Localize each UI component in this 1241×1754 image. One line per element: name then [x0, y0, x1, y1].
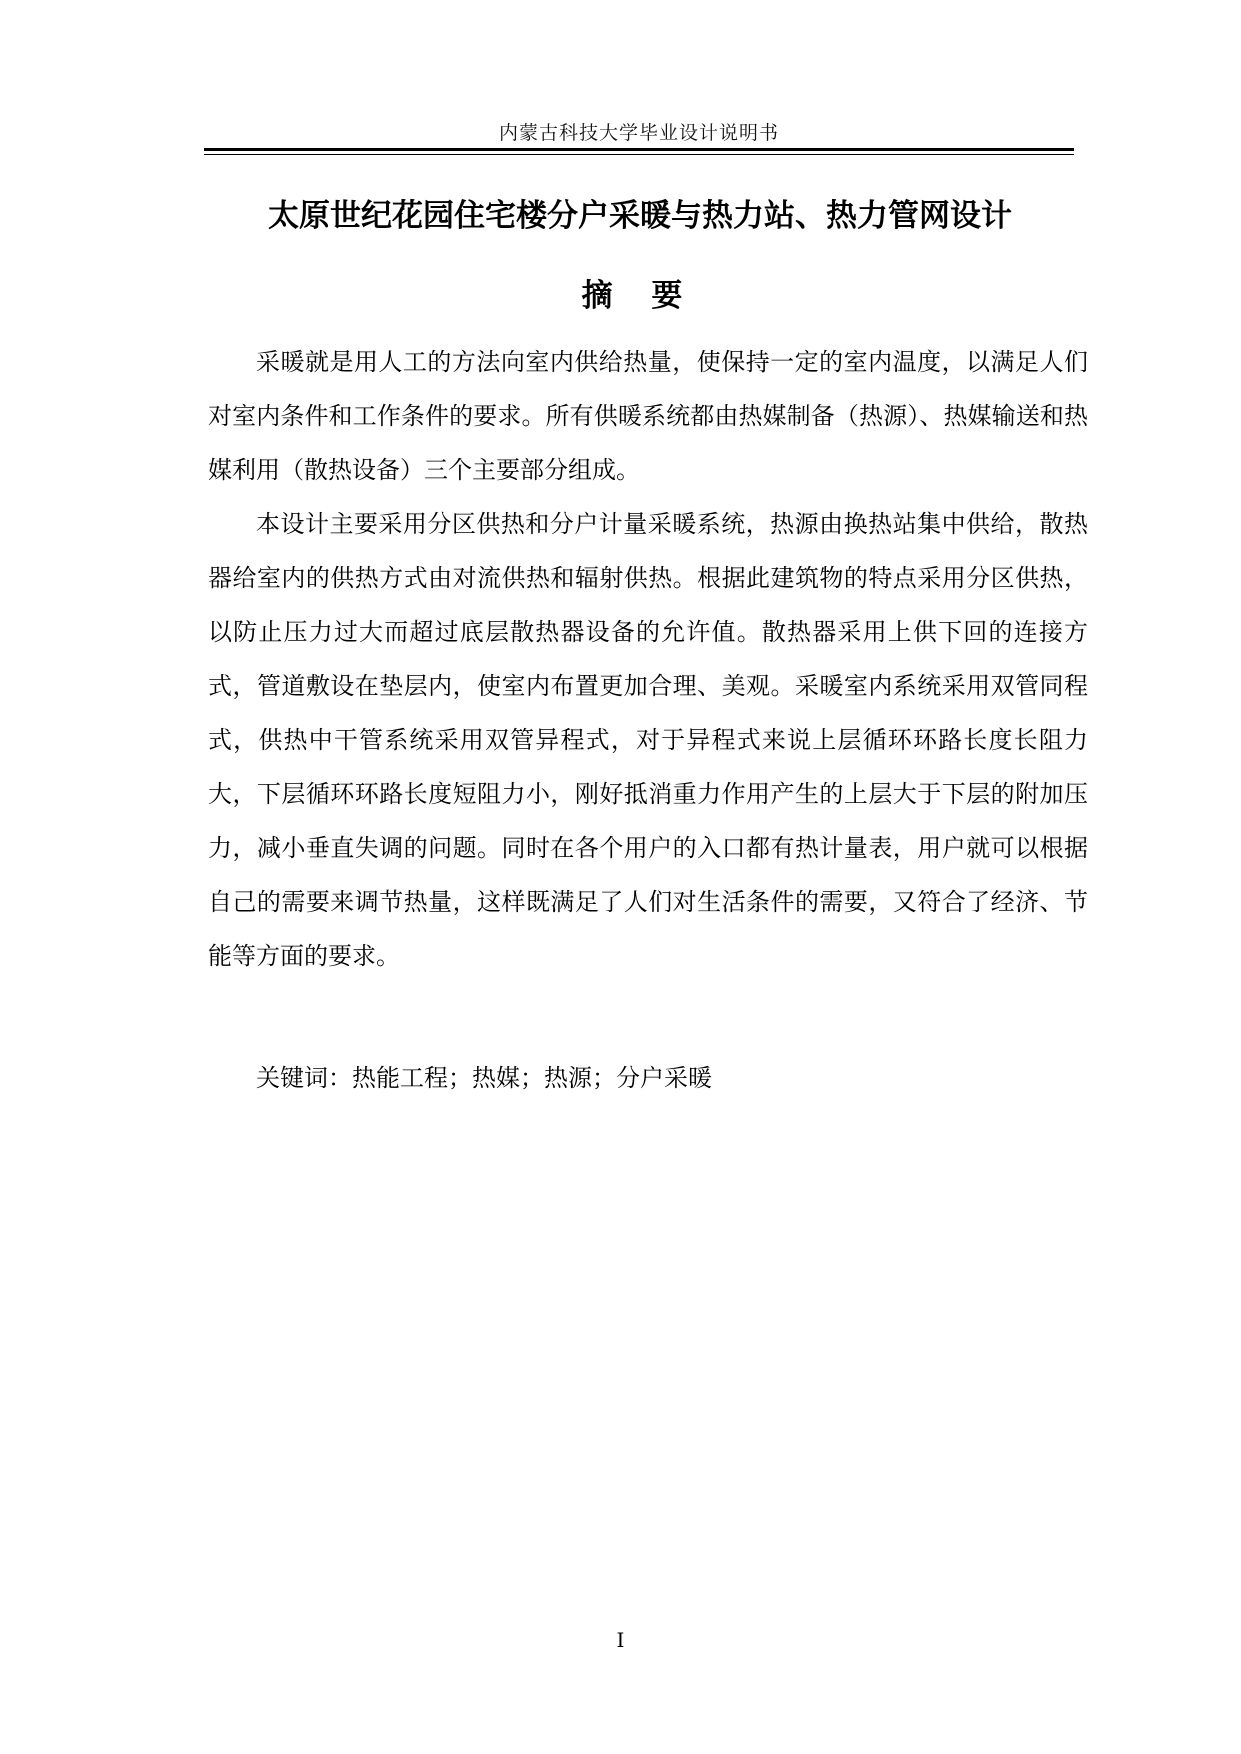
header-rule-thin	[204, 154, 1074, 155]
abstract-heading: 摘 要	[581, 278, 697, 314]
running-header: 内蒙古科技大学毕业设计说明书	[498, 122, 779, 144]
abstract-paragraph-1: 采暖就是用人工的方法向室内供给热量，使保持一定的室内温度，以满足人们对室内条件和工作条件的要求。所有供暖系统都由热媒制备（热源）、热媒输送和热媒利用（散热设备）三个主要部分组成。	[208, 348, 1088, 484]
abstract-paragraph-2: 本设计主要采用分区供热和分户计量采暖系统，热源由换热站集中供给，散热器给室内的供热方式由对流供热和辐射供热。根据此建筑物的特点采用分区供热，以防止压力过大而超过底层散热器设备的允许值。散热器采用上供下回的连接方式，管道敷设在垫层内，使室内布置更加合理、美观。采暖室内系统采用双管同程式，供热中干管系统采用双管异程式，对于异程式来说上层循环环路长度长阻力大，下层循环环路长度短阻力小，刚好抵消重力作用产生的上层大于下层的附加压力，减小垂直失调的问题。同时在各个用户的入口都有热计量表，用户就可以根据自己的需要来调节热量，这样既满足了人们对生活条件的需要，又符合了经济、节能等方面的要求。	[208, 510, 1088, 970]
keywords-line: 关键词：热能工程；热媒；热源；分户采暖	[256, 1064, 712, 1092]
header-rule-thick	[204, 148, 1074, 151]
abstract-body	[208, 335, 1088, 983]
page-number: I	[616, 1628, 625, 1652]
document-title: 太原世纪花园住宅楼分户采暖与热力站、热力管网设计	[268, 198, 1012, 234]
